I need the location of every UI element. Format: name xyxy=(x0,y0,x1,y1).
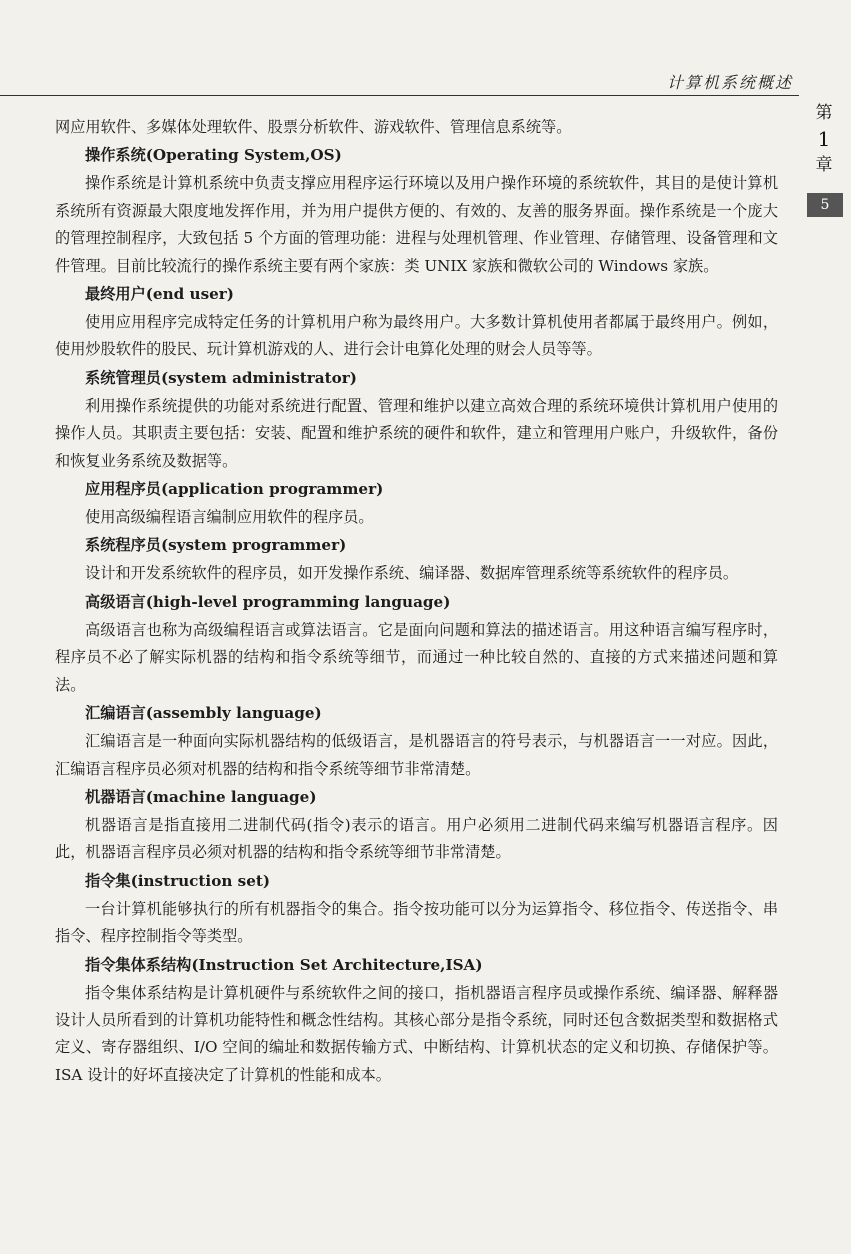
term-heading-machine-language: 机器语言(machine language) xyxy=(85,787,317,806)
chapter-tab-top: 第 xyxy=(815,103,833,123)
chapter-tab xyxy=(807,100,841,178)
term-heading-instruction-set: 指令集(instruction set) xyxy=(85,871,271,890)
term-heading-os: 操作系统(Operating System,OS) xyxy=(85,146,342,165)
chapter-tab-bottom: 章 xyxy=(815,155,833,175)
term-heading-high-level-language: 高级语言(high-level programming language) xyxy=(85,592,451,611)
page-content xyxy=(55,114,778,1089)
intro-tail-paragraph: 网应用软件、多媒体处理软件、股票分析软件、游戏软件、管理信息系统等。 xyxy=(55,118,572,136)
term-heading-end-user: 最终用户(end user) xyxy=(85,285,234,304)
term-body-end-user: 使用应用程序完成特定任务的计算机用户称为最终用户。大多数计算机使用者都属于最终用户。例如，使用炒股软件的股民、玩计算机游戏的人、进行会计电算化处理的财会人员等等。 xyxy=(55,313,778,359)
term-body-sys-programmer: 设计和开发系统软件的程序员，如开发操作系统、编译器、数据库管理系统等系统软件的程序员。 xyxy=(85,564,739,583)
chapter-tab-number: 1 xyxy=(817,127,831,151)
page-number: 5 xyxy=(807,193,843,217)
term-body-os: 操作系统是计算机系统中负责支撑应用程序运行环境以及用户操作环境的系统软件，其目的是使计算机系统所有资源最大限度地发挥作用，并为用户提供方便的、有效的、友善的服务界面。操作系统是一个庞大的管理控制程序，大致包括 5 个方面的管理功能：进程与处理机管理、作业管理、存储管理、设备管理和文件管理。目前比较流行的操作系统主要有两个家族：类 UNIX 家族和微软公司的 Windows 家族。 xyxy=(55,174,778,275)
term-heading-app-programmer: 应用程序员(application programmer) xyxy=(85,480,384,499)
term-body-sysadmin: 利用操作系统提供的功能对系统进行配置、管理和维护以建立高效合理的系统环境供计算机用户使用的操作人员。其职责主要包括：安装、配置和维护系统的硬件和软件，建立和管理用户账户，升级软件，备份和恢复业务系统及数据等。 xyxy=(55,396,778,470)
term-body-machine-language: 机器语言是指直接用二进制代码(指令)表示的语言。用户必须用二进制代码来编写机器语言程序。因此，机器语言程序员必须对机器的结构和指令系统等细节非常清楚。 xyxy=(55,815,778,862)
term-body-isa: 指令集体系结构是计算机硬件与系统软件之间的接口，指机器语言程序员或操作系统、编译器、解释器设计人员所看到的计算机功能特性和概念性结构。其核心部分是指令系统，同时还包含数据类型和数据格式定义、寄存器组织、I/O 空间的编址和数据传输方式、中断结构、计算机状态的定义和切换、存储保护等。ISA 设计的好坏直接决定了计算机的性能和成本。 xyxy=(55,983,778,1084)
term-heading-assembly-language: 汇编语言(assembly language) xyxy=(85,704,322,723)
term-heading-isa: 指令集体系结构(Instruction Set Architecture,ISA) xyxy=(85,955,483,974)
term-body-app-programmer: 使用高级编程语言编制应用软件的程序员。 xyxy=(85,508,374,527)
term-body-instruction-set: 一台计算机能够执行的所有机器指令的集合。指令按功能可以分为运算指令、移位指令、传送指令、串指令、程序控制指令等类型。 xyxy=(55,899,778,946)
running-header-title: 计算机系统概述 xyxy=(666,73,793,92)
term-heading-sysadmin: 系统管理员(system administrator) xyxy=(85,368,357,387)
term-body-assembly-language: 汇编语言是一种面向实际机器结构的低级语言，是机器语言的符号表示，与机器语言一一对应。因此，汇编语言程序员必须对机器的结构和指令系统等细节非常清楚。 xyxy=(55,732,778,778)
header-rule xyxy=(0,95,799,96)
term-heading-sys-programmer: 系统程序员(system programmer) xyxy=(85,536,347,555)
term-body-high-level-language: 高级语言也称为高级编程语言或算法语言。它是面向问题和算法的描述语言。用这种语言编写程序时，程序员不必了解实际机器的结构和指令系统等细节，而通过一种比较自然的、直接的方式来描述问题和算法。 xyxy=(55,620,778,694)
